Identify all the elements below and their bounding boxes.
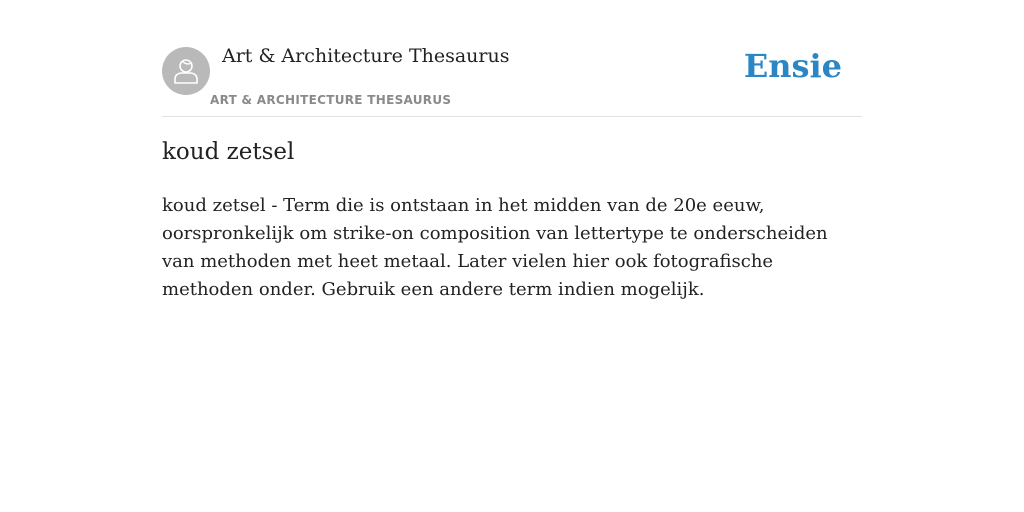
article-body: koud zetsel - Term die is ontstaan in het midden van de 20e eeuw, oorspronkelijk om strike-on composition van lettertype te onderscheiden van methoden met heet metaal. Later vielen hier ook fotografische methoden onder. Gebruik een andere term indien mogelijk. [162,195,828,300]
avatar[interactable] [162,47,210,95]
header [162,0,862,117]
article-title: koud zetsel [162,139,295,165]
author-name[interactable]: Art & Architecture Thesaurus [222,45,510,67]
author-subtitle[interactable]: ART & ARCHITECTURE THESAURUS [210,93,452,107]
ensie-logo[interactable]: Ensie [743,47,842,85]
user-icon [171,56,201,86]
